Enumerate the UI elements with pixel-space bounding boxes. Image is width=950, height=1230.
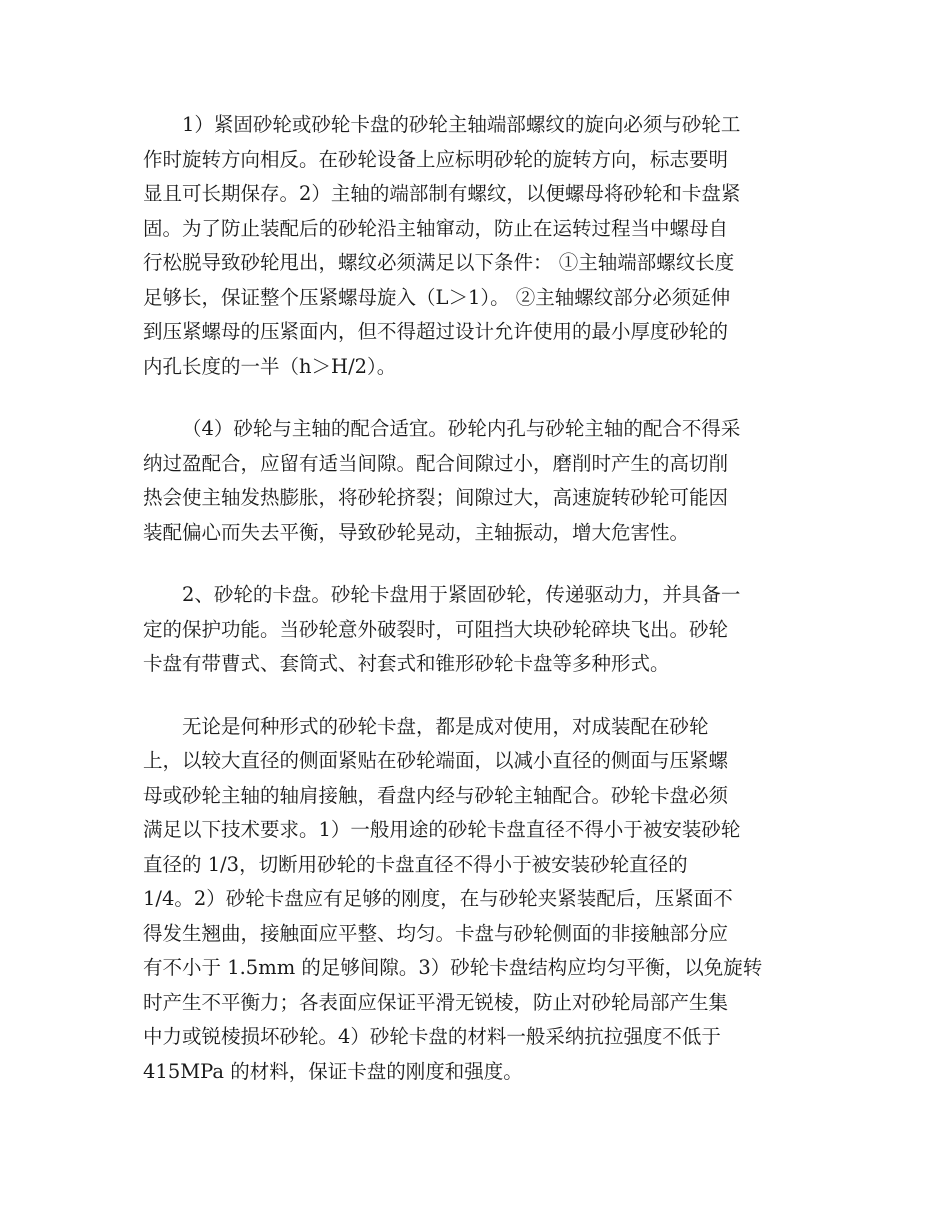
text-line: （4）砂轮与主轴的配合适宜。砂轮内孔与砂轮主轴的配合不得采 <box>182 417 741 440</box>
text-line: 纳过盈配合，应留有适当间隙。配合间隙过小，磨削时产生的高切削 <box>143 451 729 475</box>
text-line: 足够长，保证整个压紧螺母旋入（L＞1）。 ②主轴螺纹部分必须延伸 <box>143 285 731 309</box>
text-line: 母或砂轮主轴的轴肩接触，看盘内经与砂轮主轴配合。砂轮卡盘必须 <box>143 783 729 807</box>
text-line: 无论是何种形式的砂轮卡盘，都是成对使用，对成装配在砂轮 <box>182 714 709 738</box>
text-line: 得发生翘曲，接触面应平整、均匀。卡盘与砂轮侧面的非接触部分应 <box>143 921 729 945</box>
text-line: 行松脱导致砂轮甩出，螺纹必须满足以下条件： ①主轴端部螺纹长度 <box>143 251 735 274</box>
text-line: 装配偏心而失去平衡，导致砂轮晃动，主轴振动，增大危害性。 <box>143 520 690 544</box>
paragraph <box>143 412 803 550</box>
text-line: 卡盘有带曹式、套筒式、衬套式和锥形砂轮卡盘等多种形式。 <box>143 652 670 675</box>
text-line: 显且可长期保存。2）主轴的端部制有螺纹，以便螺母将砂轮和卡盘紧 <box>143 182 741 205</box>
text-line: 中力或锐棱损坏砂轮。4）砂轮卡盘的材料一般采纳抗拉强度不低于 <box>143 1025 721 1048</box>
text-line: 满足以下技术要求。1）一般用途的砂轮卡盘直径不得小于被安装砂轮 <box>143 818 741 841</box>
text-line: 直径的 1/3，切断用砂轮的卡盘直径不得小于被安装砂轮直径的 <box>143 852 688 876</box>
text-line: 1）紧固砂轮或砂轮卡盘的砂轮主轴端部螺纹的旋向必须与砂轮工 <box>182 113 741 136</box>
text-line: 到压紧螺母的压紧面内，但不得超过设计允许使用的最小厚度砂轮的 <box>143 320 729 343</box>
text-line: 内孔长度的一半（h＞H/2）。 <box>143 354 397 378</box>
text-line: 作时旋转方向相反。在砂轮设备上应标明砂轮的旋转方向，标志要明 <box>143 147 729 171</box>
text-line: 固。为了防止装配后的砂轮沿主轴窜动，防止在运转过程当中螺母自 <box>143 216 729 240</box>
text-line: 2、砂轮的卡盘。砂轮卡盘用于紧固砂轮，传递驱动力，并具备一 <box>182 583 741 606</box>
paragraph <box>143 578 803 682</box>
text-line: 定的保护功能。当砂轮意外破裂时，可阻挡大块砂轮碎块飞出。砂轮 <box>143 617 729 641</box>
paragraph <box>143 710 803 1090</box>
text-line: 上，以较大直径的侧面紧贴在砂轮端面，以减小直径的侧面与压紧螺 <box>143 749 729 772</box>
text-line: 1/4。2）砂轮卡盘应有足够的刚度，在与砂轮夹紧装配后，压紧面不 <box>143 887 733 910</box>
text-line: 时产生不平衡力；各表面应保证平滑无锐棱，防止对砂轮局部产生集 <box>143 990 729 1014</box>
document-body <box>143 108 803 1117</box>
text-line: 415MPa 的材料，保证卡盘的刚度和强度。 <box>143 1059 523 1083</box>
paragraph <box>143 108 803 384</box>
text-line: 有不小于 1.5mm 的足够间隙。3）砂轮卡盘结构应均匀平衡，以免旋转 <box>143 956 763 979</box>
text-line: 热会使主轴发热膨胀，将砂轮挤裂；间隙过大，高速旋转砂轮可能因 <box>143 486 729 509</box>
